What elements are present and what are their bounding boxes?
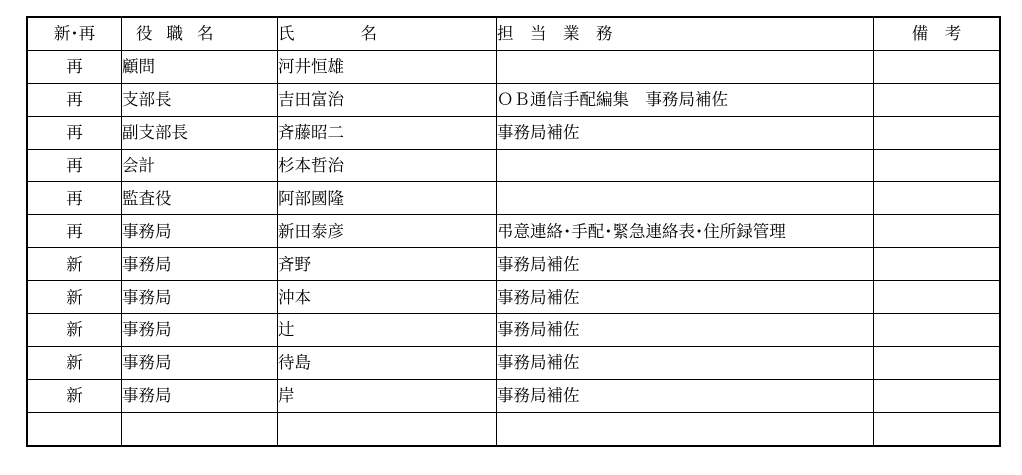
table-row	[27, 248, 1000, 281]
cell-name: 斉藤昭二	[278, 116, 497, 149]
table-row	[27, 83, 1000, 116]
cell-status: 新	[27, 281, 122, 314]
cell-notes	[874, 248, 1001, 281]
table-row	[27, 149, 1000, 182]
cell-name: 杉本哲治	[278, 149, 497, 182]
cell-name: 待島	[278, 346, 497, 379]
cell-name: 辻	[278, 314, 497, 347]
table-row	[27, 50, 1000, 83]
cell-position: 事務局	[122, 248, 278, 281]
table-header-row	[27, 17, 1000, 50]
table-row	[27, 379, 1000, 412]
cell-position: 顧問	[122, 50, 278, 83]
cell-status: 新	[27, 379, 122, 412]
cell-notes	[874, 182, 1001, 215]
table-row	[27, 346, 1000, 379]
cell-duties	[497, 50, 874, 83]
cell-duties: 事務局補佐	[497, 314, 874, 347]
cell-position	[122, 412, 278, 445]
cell-position: 監査役	[122, 182, 278, 215]
cell-duties	[497, 412, 874, 445]
cell-position: 事務局	[122, 314, 278, 347]
header-status: 新･再	[27, 17, 122, 50]
cell-position: 会計	[122, 149, 278, 182]
cell-notes	[874, 314, 1001, 347]
cell-status: 再	[27, 116, 122, 149]
officer-roster-table	[26, 16, 1001, 447]
cell-status	[27, 412, 122, 445]
cell-name: 新田泰彦	[278, 215, 497, 248]
cell-duties: 事務局補佐	[497, 346, 874, 379]
cell-status: 再	[27, 50, 122, 83]
cell-status: 再	[27, 215, 122, 248]
cell-position: 事務局	[122, 346, 278, 379]
cell-duties: 事務局補佐	[497, 281, 874, 314]
cell-position: 事務局	[122, 215, 278, 248]
cell-notes	[874, 281, 1001, 314]
cell-status: 再	[27, 182, 122, 215]
cell-name: 吉田富治	[278, 83, 497, 116]
cell-position: 事務局	[122, 379, 278, 412]
cell-position: 支部長	[122, 83, 278, 116]
cell-name: 斉野	[278, 248, 497, 281]
cell-position: 事務局	[122, 281, 278, 314]
cell-name: 河井恒雄	[278, 50, 497, 83]
cell-notes	[874, 215, 1001, 248]
header-notes: 備 考	[874, 17, 1001, 50]
cell-status: 新	[27, 248, 122, 281]
header-name: 氏 名	[278, 17, 497, 50]
cell-notes	[874, 116, 1001, 149]
table-row	[27, 182, 1000, 215]
cell-duties	[497, 149, 874, 182]
cell-notes	[874, 412, 1001, 445]
table-row	[27, 314, 1000, 347]
cell-status: 新	[27, 346, 122, 379]
cell-notes	[874, 346, 1001, 379]
cell-notes	[874, 50, 1001, 83]
table-row	[27, 116, 1000, 149]
cell-notes	[874, 379, 1001, 412]
cell-duties: 事務局補佐	[497, 379, 874, 412]
header-position: 役職名	[122, 17, 278, 50]
cell-duties	[497, 182, 874, 215]
cell-notes	[874, 83, 1001, 116]
cell-status: 新	[27, 314, 122, 347]
table-row	[27, 281, 1000, 314]
cell-status: 再	[27, 83, 122, 116]
cell-notes	[874, 149, 1001, 182]
cell-status: 再	[27, 149, 122, 182]
cell-name: 阿部國隆	[278, 182, 497, 215]
table-row	[27, 215, 1000, 248]
cell-duties: ＯＢ通信手配編集 事務局補佐	[497, 83, 874, 116]
cell-position: 副支部長	[122, 116, 278, 149]
table-row-empty	[27, 412, 1000, 445]
header-duties: 担 当 業 務	[497, 17, 874, 50]
cell-duties: 弔意連絡･手配･緊急連絡表･住所録管理	[497, 215, 874, 248]
cell-duties: 事務局補佐	[497, 248, 874, 281]
cell-name	[278, 412, 497, 445]
cell-name: 沖本	[278, 281, 497, 314]
cell-duties: 事務局補佐	[497, 116, 874, 149]
cell-name: 岸	[278, 379, 497, 412]
